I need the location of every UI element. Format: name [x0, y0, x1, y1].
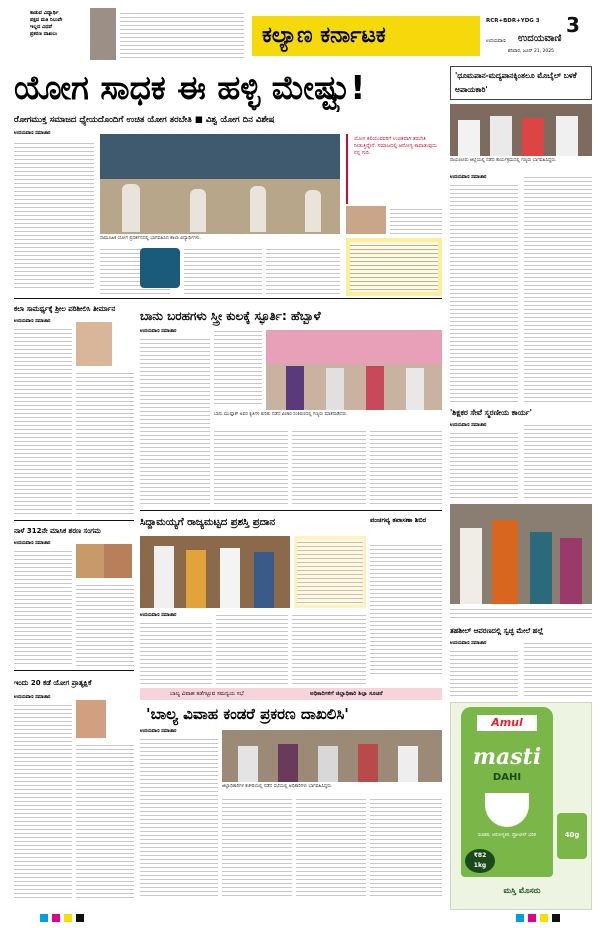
yoga-photo	[100, 134, 340, 234]
left-story-1-col-a	[14, 326, 72, 516]
right-headline-box	[450, 66, 592, 100]
teacher-text-col-2	[524, 422, 592, 500]
left-story-1-col-b	[76, 370, 134, 516]
quote-box	[346, 134, 442, 204]
reg-mark	[552, 914, 560, 922]
promo-line: ಕಾಡುವ ವಿದ್ಯಾರ್ಥಿ	[30, 10, 59, 16]
swamiji	[492, 520, 518, 604]
yoga-photo-detail	[100, 134, 340, 179]
person	[556, 116, 578, 156]
promo-line: ಇಲ್ಲದ ವಿಧವೆ	[30, 24, 52, 30]
yoga-icon-graphic	[140, 248, 180, 288]
left-story-2-portrait-1	[76, 544, 104, 578]
right-headline: 'ಧೂಮಪಾನ-ಮದ್ಯಪಾನಕ್ಕಿಂತಲೂ ಮೊಬೈಲ್ ಬಳಕೆ ಅಪಾಯಕಾರಿ'	[455, 71, 577, 94]
person	[358, 744, 378, 782]
siddaramaiah-byline: ಉದಯವಾಣಿ ಸಮಾಚಾರ	[140, 613, 177, 618]
page-number: 3	[566, 14, 580, 36]
print-registration-bar	[40, 914, 560, 922]
person	[186, 550, 206, 608]
promo-text-lines	[120, 10, 244, 58]
center-col-5	[370, 428, 442, 506]
amul-product: masti	[472, 744, 542, 770]
promo-line: ಪಕ್ಷದ ಮತಿ ನಿಲುವೇ	[30, 17, 63, 23]
child-marriage-col-4	[370, 796, 442, 898]
reg-mark	[528, 914, 536, 922]
left-story-2-col-a	[14, 548, 72, 666]
kicker-text-2: ಅಧಿಕಾರಿಗಳಿಗೆ ಜಿಲ್ಲಾಧಿಕಾರಿ ಶಿಲ್ಪಾ ಸೂಚನೆ	[310, 691, 383, 697]
person	[286, 366, 304, 410]
quote-text: ಯೋಗ ಕಲಿಯುವವರಿಗೆ ಉಚಿತವಾಗಿ ತರಬೇತಿ ನೀಡುತ್ತಿದ್ದೇನೆ. ಸಮಾಜದಲ್ಲಿ ಆರೋಗ್ಯ ಕಾಪಾಡುವುದು ನನ್ನ ಗುರಿ.	[354, 136, 438, 156]
person	[154, 546, 174, 608]
left-story-1-portrait	[76, 322, 112, 366]
award-text-lines	[297, 539, 363, 605]
siddaramaiah-col-2	[216, 612, 288, 684]
dahi-bowl	[485, 793, 529, 827]
amul-brand: Amul	[477, 715, 537, 731]
left-story-3-col-b	[76, 742, 134, 898]
person	[490, 116, 512, 156]
meeting-caption: ಜಿಲ್ಲಾಧಿಕಾರಿಗಳ ಕಚೇರಿಯಲ್ಲಿ ನಡೆದ ಸಭೆಯಲ್ಲಿ ಅಧಿಕಾರಿಗಳು ಭಾಗವಹಿಸಿದ್ದರು.	[222, 784, 333, 789]
promo-line: ಪ್ರಕರಣ ದಾಖಲು	[30, 31, 58, 37]
separator-square: ■	[194, 115, 206, 125]
reg-mark	[40, 914, 48, 922]
kicker-text: ಬಾಲ್ಯ ವಿವಾಹ ತಡೆಗಟ್ಟುವ ಸಮನ್ವಯ ಸಭೆ	[170, 691, 244, 697]
center-byline: ಉದಯವಾಣಿ ಸಮಾಚಾರ	[140, 329, 177, 334]
center-col-2	[214, 328, 262, 406]
yoga-person	[305, 190, 321, 232]
reg-mark	[76, 914, 84, 922]
tahsildar-text-col-2	[524, 640, 592, 698]
reg-mark	[64, 914, 72, 922]
teacher-portrait	[346, 206, 386, 234]
small-pack-weight: 40g	[564, 831, 580, 839]
left-story-2-portrait-2	[104, 544, 132, 578]
yoga-person	[190, 189, 206, 232]
teacher-caption-lines	[450, 606, 592, 620]
award-photo	[140, 536, 290, 608]
left-story-2-col-b	[76, 582, 134, 666]
date-line: ಶನಿವಾರ, ಜೂನ್ 21, 2025	[508, 49, 555, 54]
tahsildar-byline: ಉದಯವಾಣಿ ಸಮಾಚಾರ	[450, 641, 487, 646]
divider	[140, 510, 442, 511]
person	[560, 538, 582, 604]
child-marriage-col-2	[222, 796, 292, 898]
left-story-3-byline: ಉದಯವಾಣಿ ಸಮಾಚಾರ	[14, 695, 51, 700]
lead-text-col-3	[184, 246, 262, 294]
section-banner	[252, 16, 480, 56]
child-marriage-col-1	[140, 736, 218, 898]
amul-pouch	[461, 707, 553, 877]
right-photo	[450, 104, 592, 156]
paper-prefix: ಉದಯವಾಣಿ	[486, 39, 506, 44]
left-story-2-byline: ಉದಯವಾಣಿ ಸಮಾಚಾರ	[14, 541, 51, 546]
small-pack	[557, 813, 587, 859]
siddaramaiah-headline: ಸಿದ್ದಾಮಯ್ಯಗೆ ರಾಜ್ಯಮಟ್ಟದ ಪ್ರಶಸ್ತಿ ಪ್ರದಾನ	[140, 517, 276, 528]
side-box-text	[370, 542, 442, 674]
side-text	[390, 206, 442, 234]
lead-text-col-4	[266, 246, 340, 294]
center-col-4	[292, 428, 366, 506]
teacher-photo	[450, 504, 592, 604]
yellow-box	[346, 238, 442, 296]
person	[220, 548, 240, 608]
amul-weight: 1kg	[473, 862, 487, 869]
siddaramaiah-col-3	[292, 612, 366, 684]
reg-mark	[52, 914, 60, 922]
right-text-col-1	[450, 182, 518, 404]
amul-ad	[450, 702, 592, 910]
person	[238, 746, 258, 782]
center-col-1	[140, 336, 210, 506]
left-story-1-byline: ಉದಯವಾಣಿ ಸಮಾಚಾರ	[14, 319, 51, 324]
child-marriage-byline: ಉದಯವಾಣಿ ಸಮಾಚಾರ	[140, 729, 177, 734]
left-story-3-col-a	[14, 702, 72, 898]
amul-price-badge	[465, 849, 495, 873]
subheadline-part: ವಿಶ್ವ ಯೋಗ ದಿನ ವಿಶೇಷ	[205, 115, 275, 125]
person	[530, 532, 552, 604]
amul-price: ₹82	[473, 852, 487, 859]
side-box-headline: ಪಂಚಗವ್ಯ ತಪಾಸಣಾ ಶಿಬಿರ	[370, 516, 427, 524]
amul-type: DAHI	[492, 772, 522, 783]
right-photo-caption: ರಾಯಚೂರು ಜಿಲ್ಲೆಯಲ್ಲಿ ನಡೆದ ಕಾರ್ಯಕ್ರಮದಲ್ಲಿ ಗಣ್ಯರು ಭಾಗವಹಿಸಿದ್ದರು.	[450, 158, 557, 163]
center-photo-caption: ಬಾನು ಮುಷ್ತಾಕ್ ಅವರ ಕೃತಿಗಳ ಕುರಿತು ನಡೆದ ವಿಚಾರ ಸಂಕಿರಣದಲ್ಲಿ ಗಣ್ಯರು ಮಾತನಾಡಿದರು.	[214, 412, 348, 417]
amul-tagline: ಮಸ್ತಿ ಮೊಸರು	[503, 886, 541, 895]
lead-text-col-1	[14, 140, 94, 290]
paper-name: ಉದಯವಾಣಿ	[518, 33, 562, 44]
yellow-box-text	[350, 242, 438, 292]
person	[366, 366, 384, 410]
person	[458, 120, 480, 156]
child-marriage-col-3	[296, 796, 366, 898]
person	[278, 744, 298, 782]
siddaramaiah-col-1	[140, 620, 212, 684]
left-story-3-portrait	[76, 700, 106, 738]
person	[460, 528, 482, 604]
lead-subheadline	[14, 113, 444, 127]
left-story-1-headline: ಕಲಾ ಸಾಮರ್ಥ್ಯಕ್ಕೆ ಶ್ರೀಲ ಪರಿಶೀಲಿಸಿ ತೀರ್ಮಾನ	[14, 305, 116, 313]
divider	[14, 670, 134, 671]
child-marriage-kicker-bar	[140, 688, 442, 700]
child-marriage-headline: 'ಬಾಲ್ಯ ವಿವಾಹ ಕಂಡರೆ ಪ್ರಕರಣ ದಾಖಲಿಸಿ'	[146, 705, 349, 723]
subheadline-part: ರೋಗಮುಕ್ತ ಸಮಾಜದ ಧ್ಯೇಯದೊಂದಿಗೆ ಉಚಿತ ಯೋಗ ತರಬೇತಿ	[14, 115, 192, 125]
teacher-text-col-1	[450, 430, 518, 500]
lead-headline: ಯೋಗ ಸಾಧಕ ಈ ಹಳ್ಳಿ ಮೇಷ್ಟ್ರು!	[14, 68, 366, 107]
center-photo	[266, 330, 442, 410]
masthead	[0, 0, 600, 63]
person	[254, 552, 274, 608]
yoga-person	[122, 184, 140, 232]
teacher-byline: ಉದಯವಾಣಿ ಸಮಾಚಾರ	[450, 423, 487, 428]
edition-code: RCR+BDR+YDG 3	[486, 18, 540, 24]
meeting-photo	[222, 730, 442, 782]
right-byline: ಉದಯವಾಣಿ ಸಮಾಚಾರ	[450, 175, 487, 180]
reg-mark	[540, 914, 548, 922]
section-title: ಕಲ್ಯಾಣ ಕರ್ನಾಟಕ	[262, 23, 386, 48]
promo-photo	[90, 8, 116, 60]
right-text-col-2	[524, 174, 592, 404]
yoga-photo-caption: ಸಾಮೂಹಿಕ ಯೋಗ ಪ್ರದರ್ಶನದಲ್ಲಿ ಭಾಗವಹಿಸಿದ ಶಾಲಾ ವಿದ್ಯಾರ್ಥಿಗಳು.	[100, 236, 202, 241]
yoga-person	[250, 186, 266, 232]
reg-mark	[516, 914, 524, 922]
person	[406, 368, 424, 410]
center-headline: ಬಾನು ಬರಹಗಳು ಸ್ತ್ರೀ ಕುಲಕ್ಕೆ ಸ್ಫೂರ್ತಿ: ಹೆಬ್ಬಾಳೆ	[140, 309, 321, 323]
left-promo	[30, 10, 88, 60]
amul-kannada-line: ರುಚಿಕರ, ಆರೋಗ್ಯಕರ, ಪ್ರೋಟೀನ್ ಭರಿತ	[477, 833, 537, 838]
stage-banner	[266, 330, 442, 364]
center-col-3	[214, 428, 288, 506]
tahsildar-headline: ತಹಶೀಲ್ ಆವರಣದಲ್ಲಿ ಸ್ವಚ್ಛ ಮೇಲೆ ಹಲ್ಲೆ	[450, 627, 544, 635]
award-text-box	[294, 536, 366, 608]
teacher-headline: 'ಶಿಕ್ಷಕರ ಸೇವೆ ಸ್ಮರಣೀಯ ಕಾರ್ಯ'	[450, 408, 532, 417]
lead-byline: ಉದಯವಾಣಿ ಸಮಾಚಾರ	[14, 131, 51, 136]
person	[318, 746, 338, 782]
person	[522, 118, 544, 156]
divider	[14, 520, 134, 521]
person	[398, 746, 418, 782]
person	[326, 368, 344, 410]
divider	[14, 298, 442, 299]
tahsildar-text-col-1	[450, 648, 518, 698]
left-story-3-headline: ಇಂದು 20 ಕಡೆ ಯೋಗ ಪ್ರಾತ್ಯಕ್ಷಿಕೆ	[14, 679, 92, 687]
left-story-2-headline: ನಾಳೆ 312ನೇ ಮಾಸಿಕ ಶರಣ ಸಂಗಮ	[14, 527, 101, 535]
